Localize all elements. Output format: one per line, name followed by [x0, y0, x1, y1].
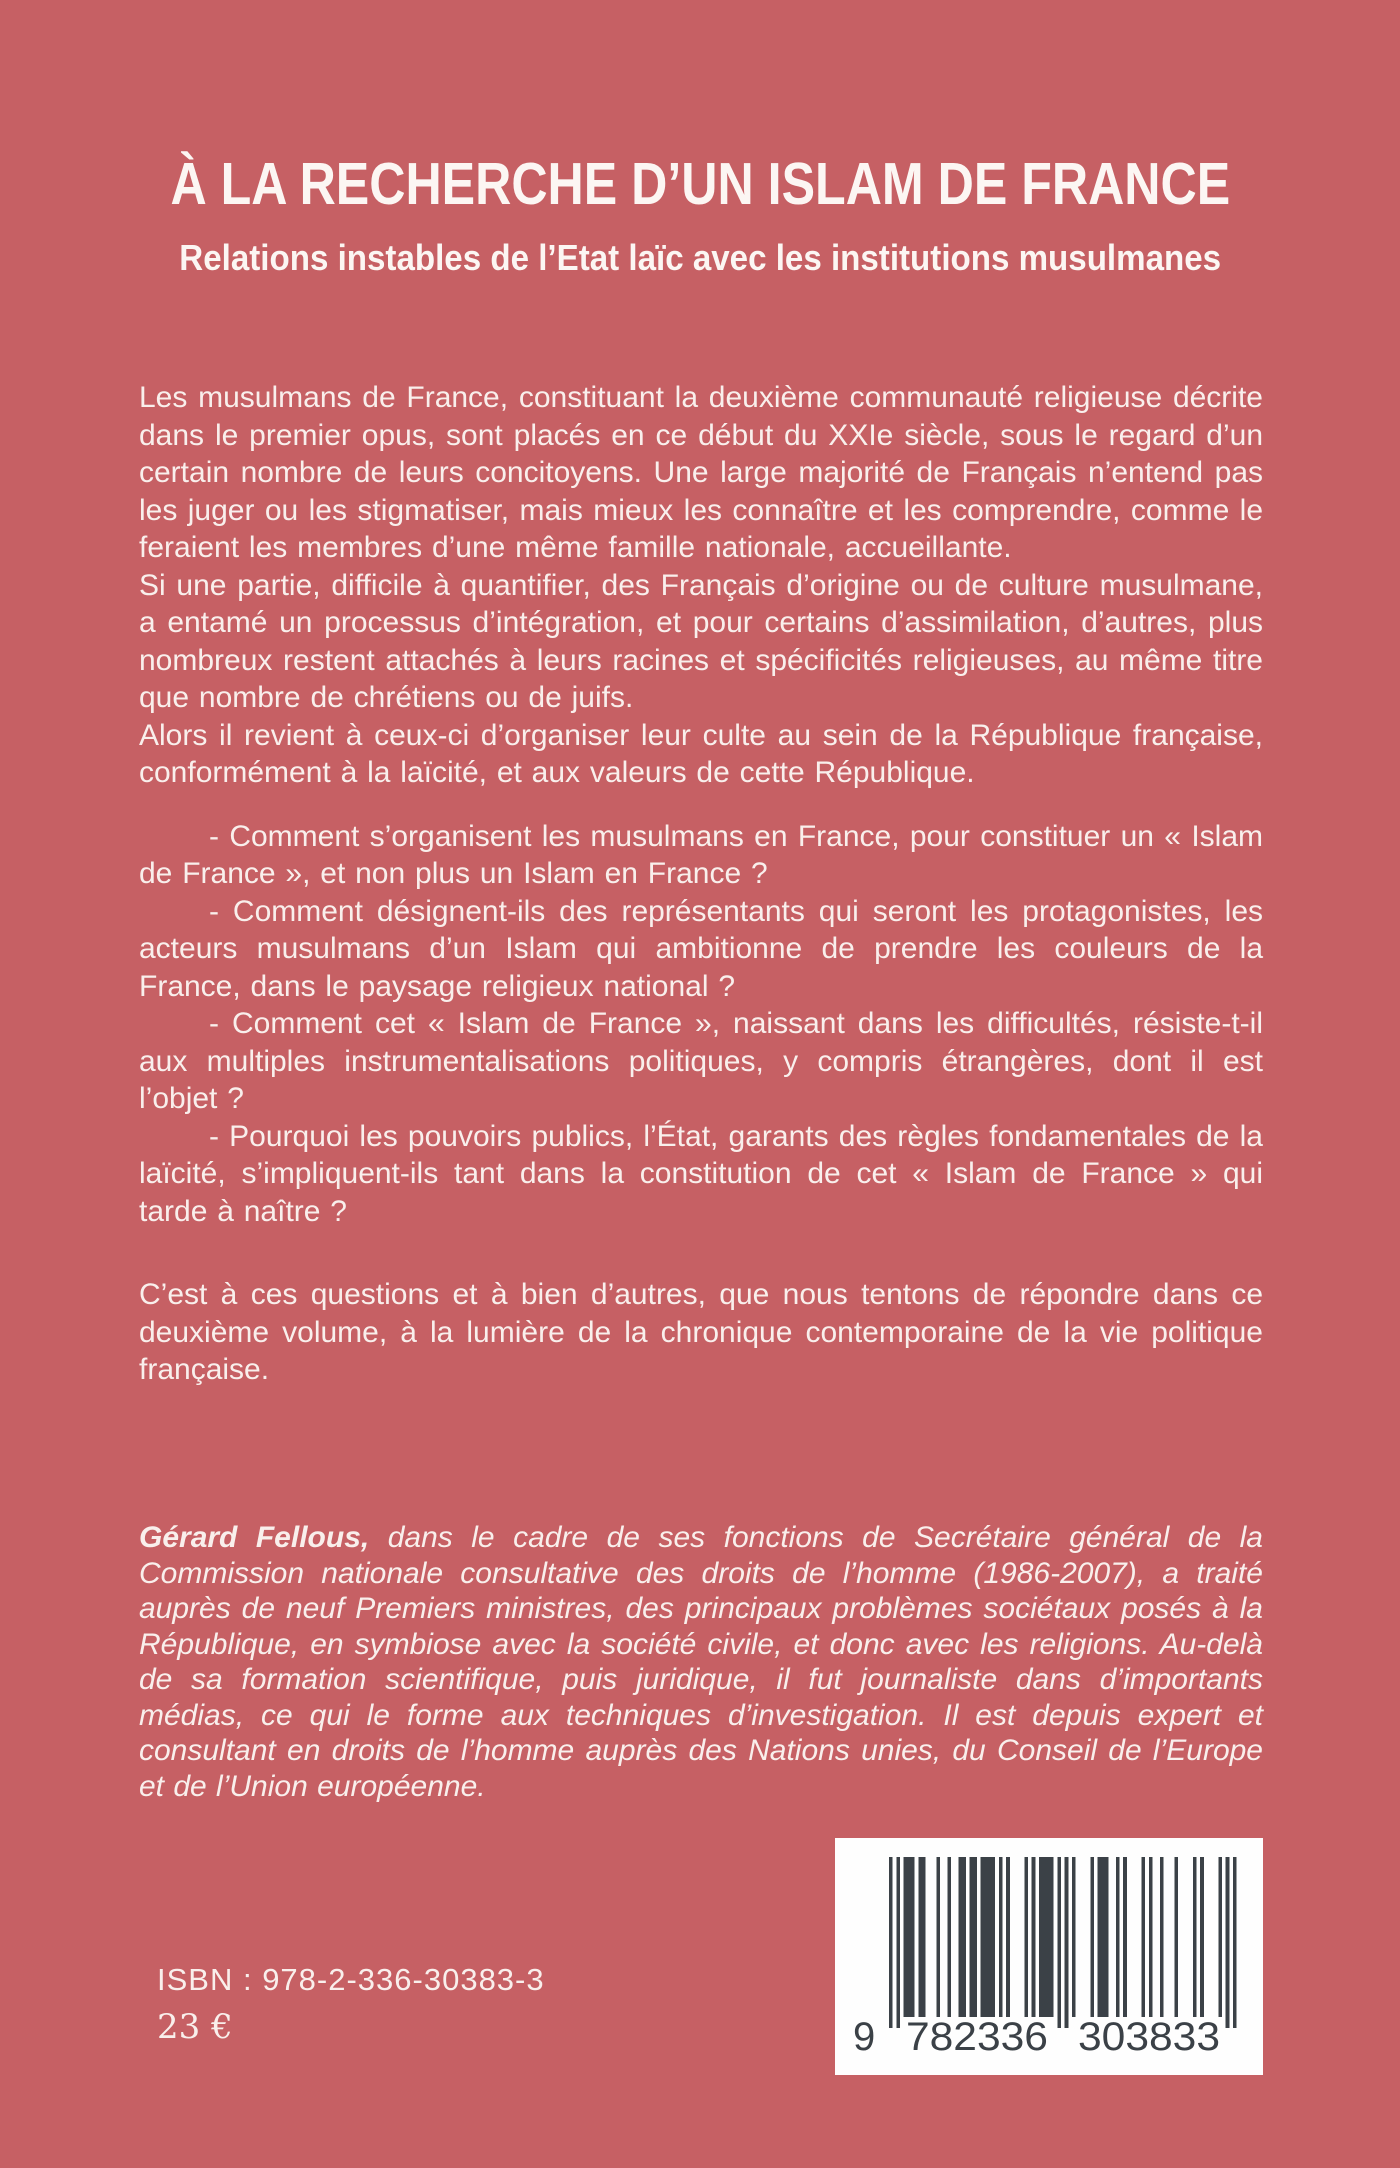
barcode: [835, 1838, 1263, 2075]
question-4: - Pourquoi les pouvoirs publics, l’État, garants des règles fondamentales de la laïcité, s’impliquent-ils tant dans la constitution de cet « Islam de France » qui tarde à naître ?: [139, 1119, 1263, 1228]
book-title-text: À LA RECHERCHE D’UN ISLAM DE FRANCE: [170, 151, 1230, 217]
barcode-svg: [835, 1838, 1263, 2080]
isbn-price-block: [157, 1962, 545, 2047]
paragraph-intro-3: Alors il revient à ceux-ci d’organiser leur culte au sein de la République française, conformément à la laïcité, et aux valeurs de cette République.: [139, 718, 1263, 789]
back-cover-text: [139, 379, 1263, 1389]
author-bio-text: dans le cadre de ses fonctions de Secrétaire général de la Commission nationale consultative des droits de l’homme (1986-2007), a traité auprès de neuf Premiers ministres, des principaux problèmes sociétaux posés à la République, en symbiose avec la société civile, et donc avec les religions. Au-delà de sa formation scientifique, puis juridique, il fut journaliste dans d’importants médias, ce qui le forme aux techniques d’investigation. Il est depuis expert et consultant en droits de l’homme auprès des Nations unies, du Conseil de l’Europe et de l’Union européenne.: [139, 1521, 1263, 1803]
paragraph-intro-2: Si une partie, difficile à quantifier, des Français d’origine ou de culture musulmane, a entamé un processus d’intégration, et pour certains d’assimilation, d’autres, plus nombreux restent attachés à leurs racines et spécificités religieuses, au même titre que nombre de chrétiens ou de juifs.: [139, 568, 1263, 714]
question-2: - Comment désignent-ils des représentants qui seront les protagonistes, les acteurs musulmans d’un Islam qui ambitionne de prendre les couleurs de la France, dans le paysage religieux national ?: [139, 894, 1263, 1003]
svg-text:782336: 782336: [905, 2015, 1048, 2059]
book-subtitle-text: Relations instables de l’Etat laïc avec les institutions musulmanes: [179, 237, 1221, 278]
paragraph-intro-1: Les musulmans de France, constituant la deuxième communauté religieuse décrite dans le premier opus, sont placés en ce début du XXIe siècle, sous le regard d’un certain nombre de leurs concitoyens. Une large majorité de Français n’entend pas les juger ou les stigmatiser, mais mieux les connaître et les comprendre, comme le feraient les membres d’une même famille nationale, accueillante.: [139, 381, 1263, 564]
question-3: - Comment cet « Islam de France », naissant dans les difficultés, résiste-t-il aux multiples instrumentalisations politiques, y compris étrangères, dont il est l’objet ?: [139, 1007, 1263, 1115]
price-label: 23 €: [157, 2007, 233, 2047]
paragraph-conclusion: C’est à ces questions et à bien d’autres, que nous tentons de répondre dans ce deuxième volume, à la lumière de la chronique contemporaine de la vie politique française.: [139, 1278, 1263, 1386]
svg-text:9: 9: [853, 2015, 876, 2059]
isbn-label: ISBN : 978-2-336-30383-3: [157, 1962, 545, 1997]
svg-text:303833: 303833: [1078, 2015, 1220, 2059]
book-subtitle: [0, 237, 1400, 279]
book-title: [0, 150, 1400, 218]
question-1: - Comment s’organisent les musulmans en France, pour constituer un « Islam de France », et non plus un Islam en France ?: [139, 819, 1263, 890]
author-bio: [139, 1520, 1263, 1804]
author-name: Gérard Fellous,: [139, 1521, 370, 1554]
